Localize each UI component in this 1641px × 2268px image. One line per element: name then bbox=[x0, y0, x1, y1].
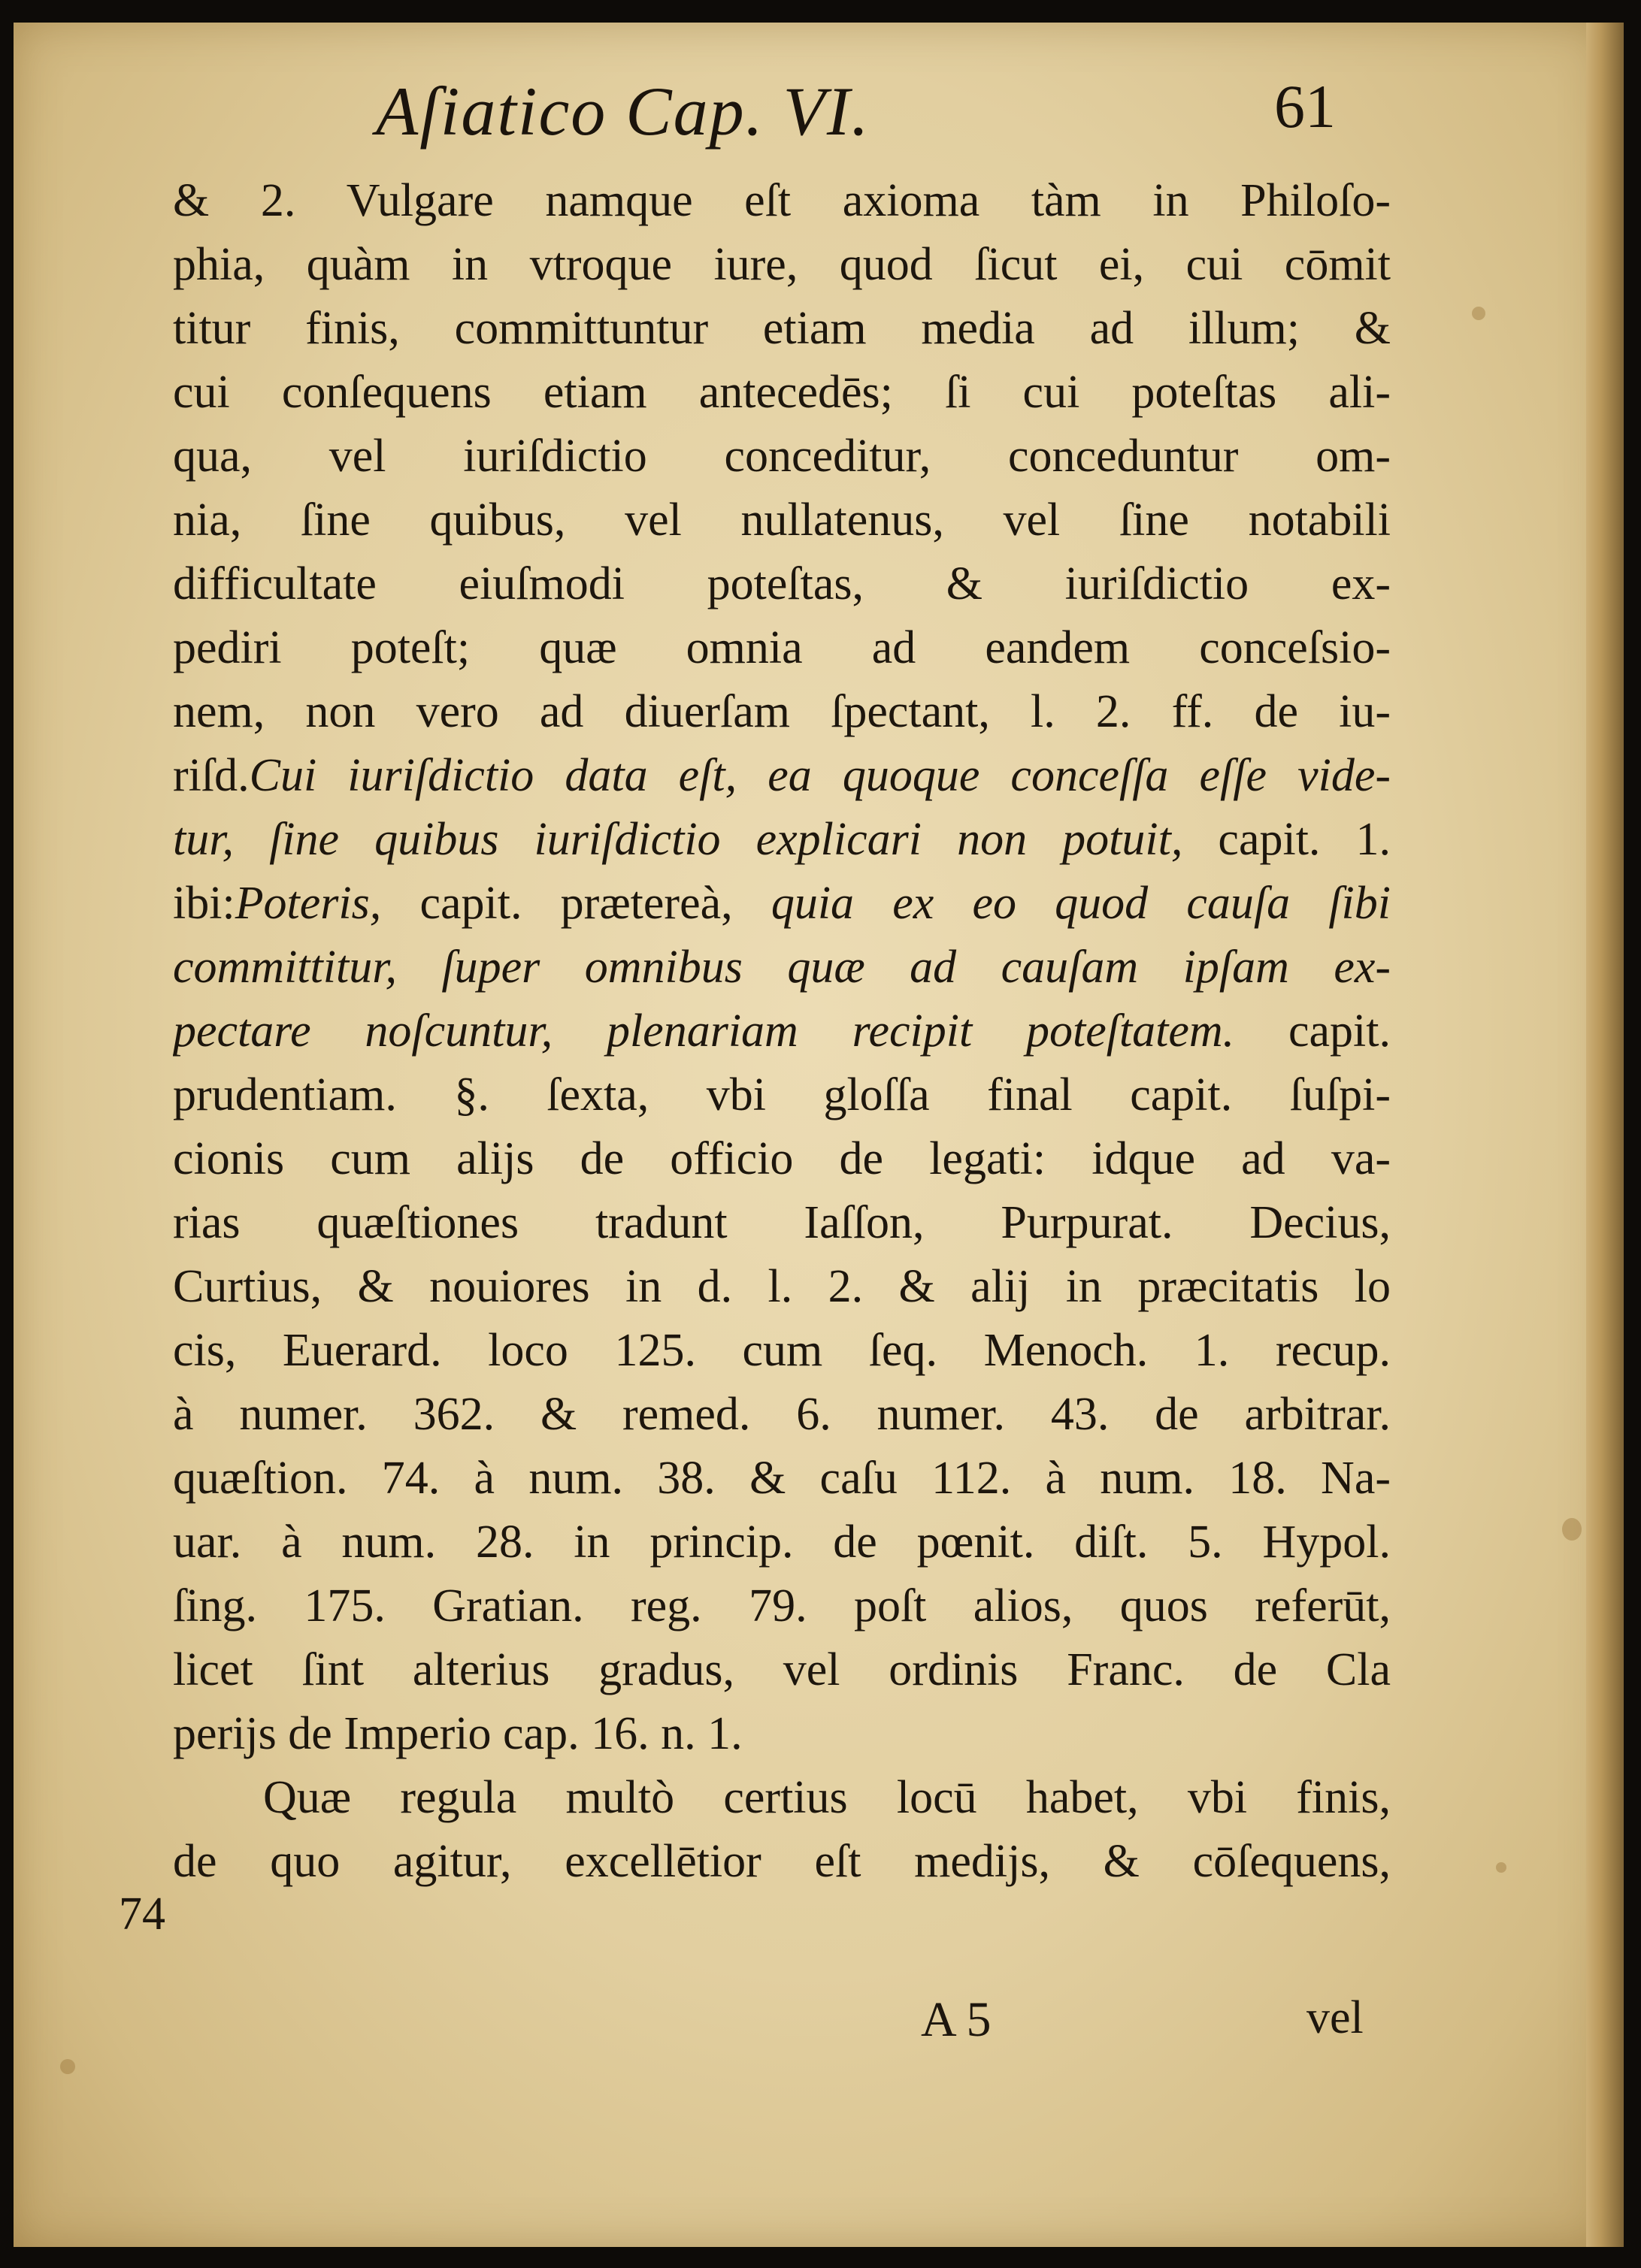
text-line: difficultate eiuſmodi poteſtas, & iuriſdictio ex- bbox=[173, 558, 1391, 609]
text-line: rias quæſtiones tradunt Iaſſon, Purpurat. Decius, bbox=[173, 1197, 1391, 1248]
foxing-spot bbox=[60, 2059, 75, 2074]
text-line: cis, Euerard. loco 125. cum ſeq. Menoch. 1. recup. bbox=[173, 1325, 1391, 1376]
text-line: qua, vel iuriſdictio conceditur, conceduntur om- bbox=[173, 431, 1391, 482]
foxing-spot bbox=[1472, 307, 1485, 320]
text-line: pectare noſcuntur, plenariam recipit poteſtatem. capit. bbox=[173, 1005, 1391, 1057]
text-line: perijs de Imperio cap. 16. n. 1. bbox=[173, 1708, 743, 1759]
text-line: phia, quàm in vtroque iure, quod ſicut ei, cui cōmit bbox=[173, 239, 1391, 290]
running-head: Aſiatico Cap. VI. bbox=[376, 73, 870, 150]
text-line: de quo agitur, excellētior eſt medijs, & cōſequens, bbox=[173, 1836, 1391, 1887]
text-line: prudentiam. §. ſexta, vbi gloſſa final capit. ſuſpi- bbox=[173, 1069, 1391, 1120]
page-number: 61 bbox=[1274, 72, 1336, 141]
text-line: uar. à num. 28. in princip. de pœnit. diſt. 5. Hypol. bbox=[173, 1517, 1391, 1568]
catchword: vel bbox=[1306, 1992, 1364, 2043]
text-line: quæſtion. 74. à num. 38. & caſu 112. à num. 18. Na- bbox=[173, 1453, 1391, 1504]
text-line: tur, ſine quibus iuriſdictio explicari non potuit, capit. 1. bbox=[173, 814, 1391, 865]
text-line: Quæ regula multò certius locū habet, vbi finis, bbox=[263, 1772, 1391, 1823]
foxing-spot bbox=[1496, 1862, 1506, 1873]
text-line: cui conſequens etiam antecedēs; ſi cui poteſtas ali- bbox=[173, 367, 1391, 418]
text-line: nia, ſine quibus, vel nullatenus, vel ſine notabili bbox=[173, 494, 1391, 546]
text-line: & 2. Vulgare namque eſt axioma tàm in Philoſo- bbox=[173, 175, 1391, 226]
foxing-spot bbox=[1562, 1518, 1582, 1541]
margin-number: 74 bbox=[119, 1888, 165, 1940]
signature-mark: A 5 bbox=[921, 1992, 992, 2047]
text-line: titur finis, committuntur etiam media ad illum; & bbox=[173, 303, 1391, 354]
text-line: à numer. 362. & remed. 6. numer. 43. de arbitrar. bbox=[173, 1389, 1391, 1440]
text-line: cionis cum alijs de officio de legati: idque ad va- bbox=[173, 1133, 1391, 1184]
text-line: Curtius, & nouiores in d. l. 2. & alij in præcitatis lo bbox=[173, 1261, 1391, 1312]
text-line: riſd.Cui iuriſdictio data eſt, ea quoque conceſſa eſſe vide- bbox=[173, 750, 1391, 801]
text-line: ſing. 175. Gratian. reg. 79. poſt alios, quos referūt, bbox=[173, 1580, 1391, 1631]
body-text bbox=[173, 169, 1391, 1894]
text-line: pediri poteſt; quæ omnia ad eandem conceſsio- bbox=[173, 622, 1391, 673]
text-line: nem, non vero ad diuerſam ſpectant, l. 2. ff. de iu- bbox=[173, 686, 1391, 737]
text-line: committitur, ſuper omnibus quæ ad cauſam ipſam ex- bbox=[173, 942, 1391, 993]
page-edge bbox=[1586, 23, 1624, 2247]
text-line: licet ſint alterius gradus, vel ordinis Franc. de Cla bbox=[173, 1644, 1391, 1695]
text-line: ibi:Poteris, capit. prætereà, quia ex eo quod cauſa ſibi bbox=[173, 878, 1391, 929]
